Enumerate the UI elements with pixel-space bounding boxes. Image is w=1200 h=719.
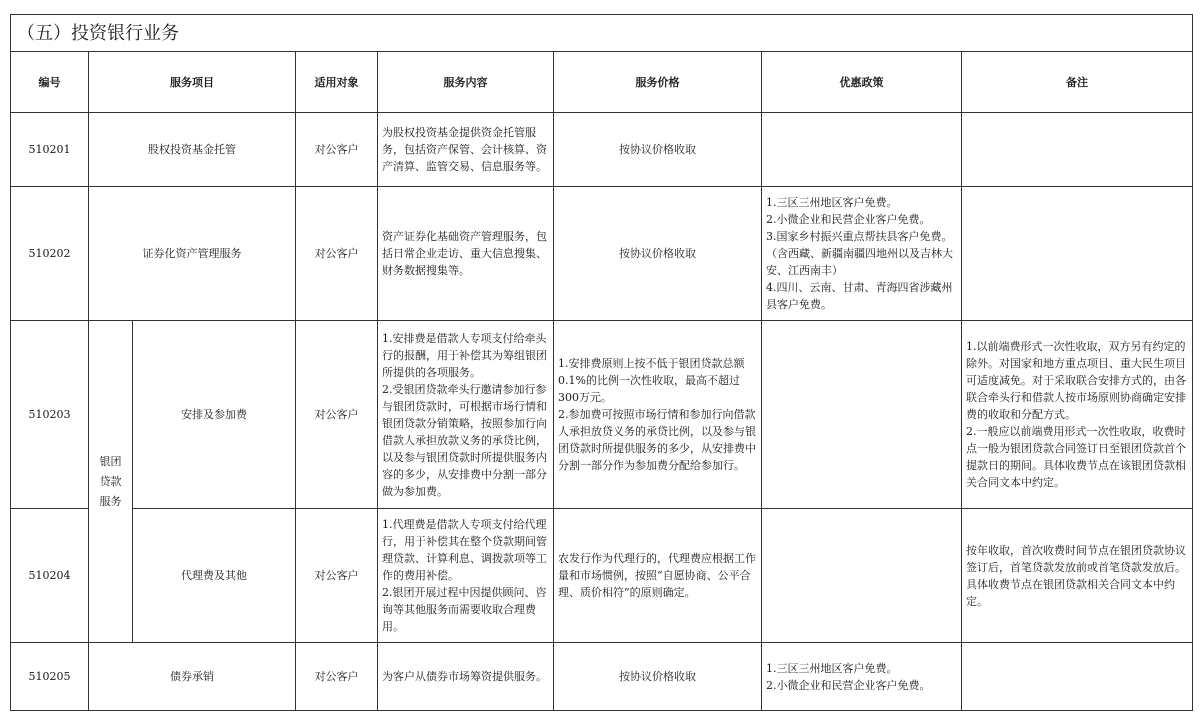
syndicated-loan-group-label: 银团 贷款 服务 — [89, 321, 133, 643]
row-target: 对公客户 — [296, 509, 378, 643]
row-content: 为客户从债券市场筹资提供服务。 — [378, 643, 554, 711]
table-row — [11, 643, 1193, 711]
row-price: 按协议价格收取 — [554, 113, 762, 187]
row-content: 1.安排费是借款人专项支付给牵头行的报酬，用于补偿其为筹组银团所提供的各项服务。 2.受银团贷款牵头行邀请参加行参与银团贷款时，可根据市场行情和银团贷款分销策略，按照参加行向借款人承担放款义务的承贷比例，以及参与银团贷款时所提供服务内容的多少，从安排费中分割一部分做为参加费。 — [378, 321, 554, 509]
header-row — [11, 52, 1193, 113]
header-price: 服务价格 — [554, 52, 762, 113]
row-remark: 按年收取，首次收费时间节点在银团贷款协议签订后，首笔贷款发放前或首笔贷款发放后。具体收费节点在银团贷款相关合同文本中约定。 — [962, 509, 1193, 643]
row-policy — [762, 509, 962, 643]
section-title: （五）投资银行业务 — [11, 15, 1193, 52]
row-policy: 1.三区三州地区客户免费。 2.小微企业和民营企业客户免费。 3.国家乡村振兴重点帮扶县客户免费。（含西藏、新疆南疆四地州以及吉林大安、江西南丰） 4.四川、云南、甘肃、青海四省涉藏州县客户免费。 — [762, 187, 962, 321]
table-row — [11, 509, 1193, 643]
row-code: 510204 — [11, 509, 89, 643]
table-row — [11, 321, 1193, 509]
row-policy: 1.三区三州地区客户免费。 2.小微企业和民营企业客户免费。 — [762, 643, 962, 711]
row-target: 对公客户 — [296, 187, 378, 321]
row-policy — [762, 321, 962, 509]
row-item: 股权投资基金托管 — [89, 113, 296, 187]
row-policy — [762, 113, 962, 187]
table-row — [11, 187, 1193, 321]
row-code: 510202 — [11, 187, 89, 321]
row-code: 510203 — [11, 321, 89, 509]
row-remark: 1.以前端费形式一次性收取，双方另有约定的除外。对国家和地方重点项目、重大民生项目可适度减免。对于采取联合安排方式的，由各联合牵头行和借款人按市场原则协商确定安排费的收取和分配方式。 2.一般应以前端费用形式一次性收取，收费时点一般为银团贷款合同签订日至银团贷款首个提款日的期间。具体收费节点在该银团贷款相关合同文本中约定。 — [962, 321, 1193, 509]
row-target: 对公客户 — [296, 113, 378, 187]
row-remark — [962, 187, 1193, 321]
row-remark — [962, 643, 1193, 711]
row-price: 农发行作为代理行的，代理费应根据工作量和市场惯例，按照“自愿协商、公平合理、质价相符”的原则确定。 — [554, 509, 762, 643]
header-target: 适用对象 — [296, 52, 378, 113]
row-remark — [962, 113, 1193, 187]
row-item: 安排及参加费 — [133, 321, 296, 509]
header-item: 服务项目 — [89, 52, 296, 113]
row-content: 为股权投资基金提供资金托管服务，包括资产保管、会计核算、资产清算、监管交易、信息服务等。 — [378, 113, 554, 187]
row-item: 债券承销 — [89, 643, 296, 711]
row-target: 对公客户 — [296, 643, 378, 711]
header-content: 服务内容 — [378, 52, 554, 113]
row-content: 资产证券化基础资产管理服务，包括日常企业走访、重大信息搜集、财务数据搜集等。 — [378, 187, 554, 321]
row-code: 510205 — [11, 643, 89, 711]
row-price: 按协议价格收取 — [554, 187, 762, 321]
header-remark: 备注 — [962, 52, 1193, 113]
header-policy: 优惠政策 — [762, 52, 962, 113]
row-price: 1.安排费原则上按不低于银团贷款总额0.1%的比例一次性收取，最高不超过300万元。 2.参加费可按照市场行情和参加行向借款人承担放贷义务的承贷比例，以及参与银团贷款时所提供服务的多少，从安排费中分割一部分作为参加费分配给参加行。 — [554, 321, 762, 509]
row-price: 按协议价格收取 — [554, 643, 762, 711]
row-target: 对公客户 — [296, 321, 378, 509]
row-code: 510201 — [11, 113, 89, 187]
investment-banking-fee-table — [10, 14, 1193, 711]
row-item: 代理费及其他 — [133, 509, 296, 643]
header-code: 编号 — [11, 52, 89, 113]
row-content: 1.代理费是借款人专项支付给代理行，用于补偿其在整个贷款期间管理贷款、计算利息、调拨款项等工作的费用补偿。 2.银团开展过程中因提供顾问、咨询等其他服务而需要收取合理费用。 — [378, 509, 554, 643]
table-row — [11, 113, 1193, 187]
row-item: 证券化资产管理服务 — [89, 187, 296, 321]
